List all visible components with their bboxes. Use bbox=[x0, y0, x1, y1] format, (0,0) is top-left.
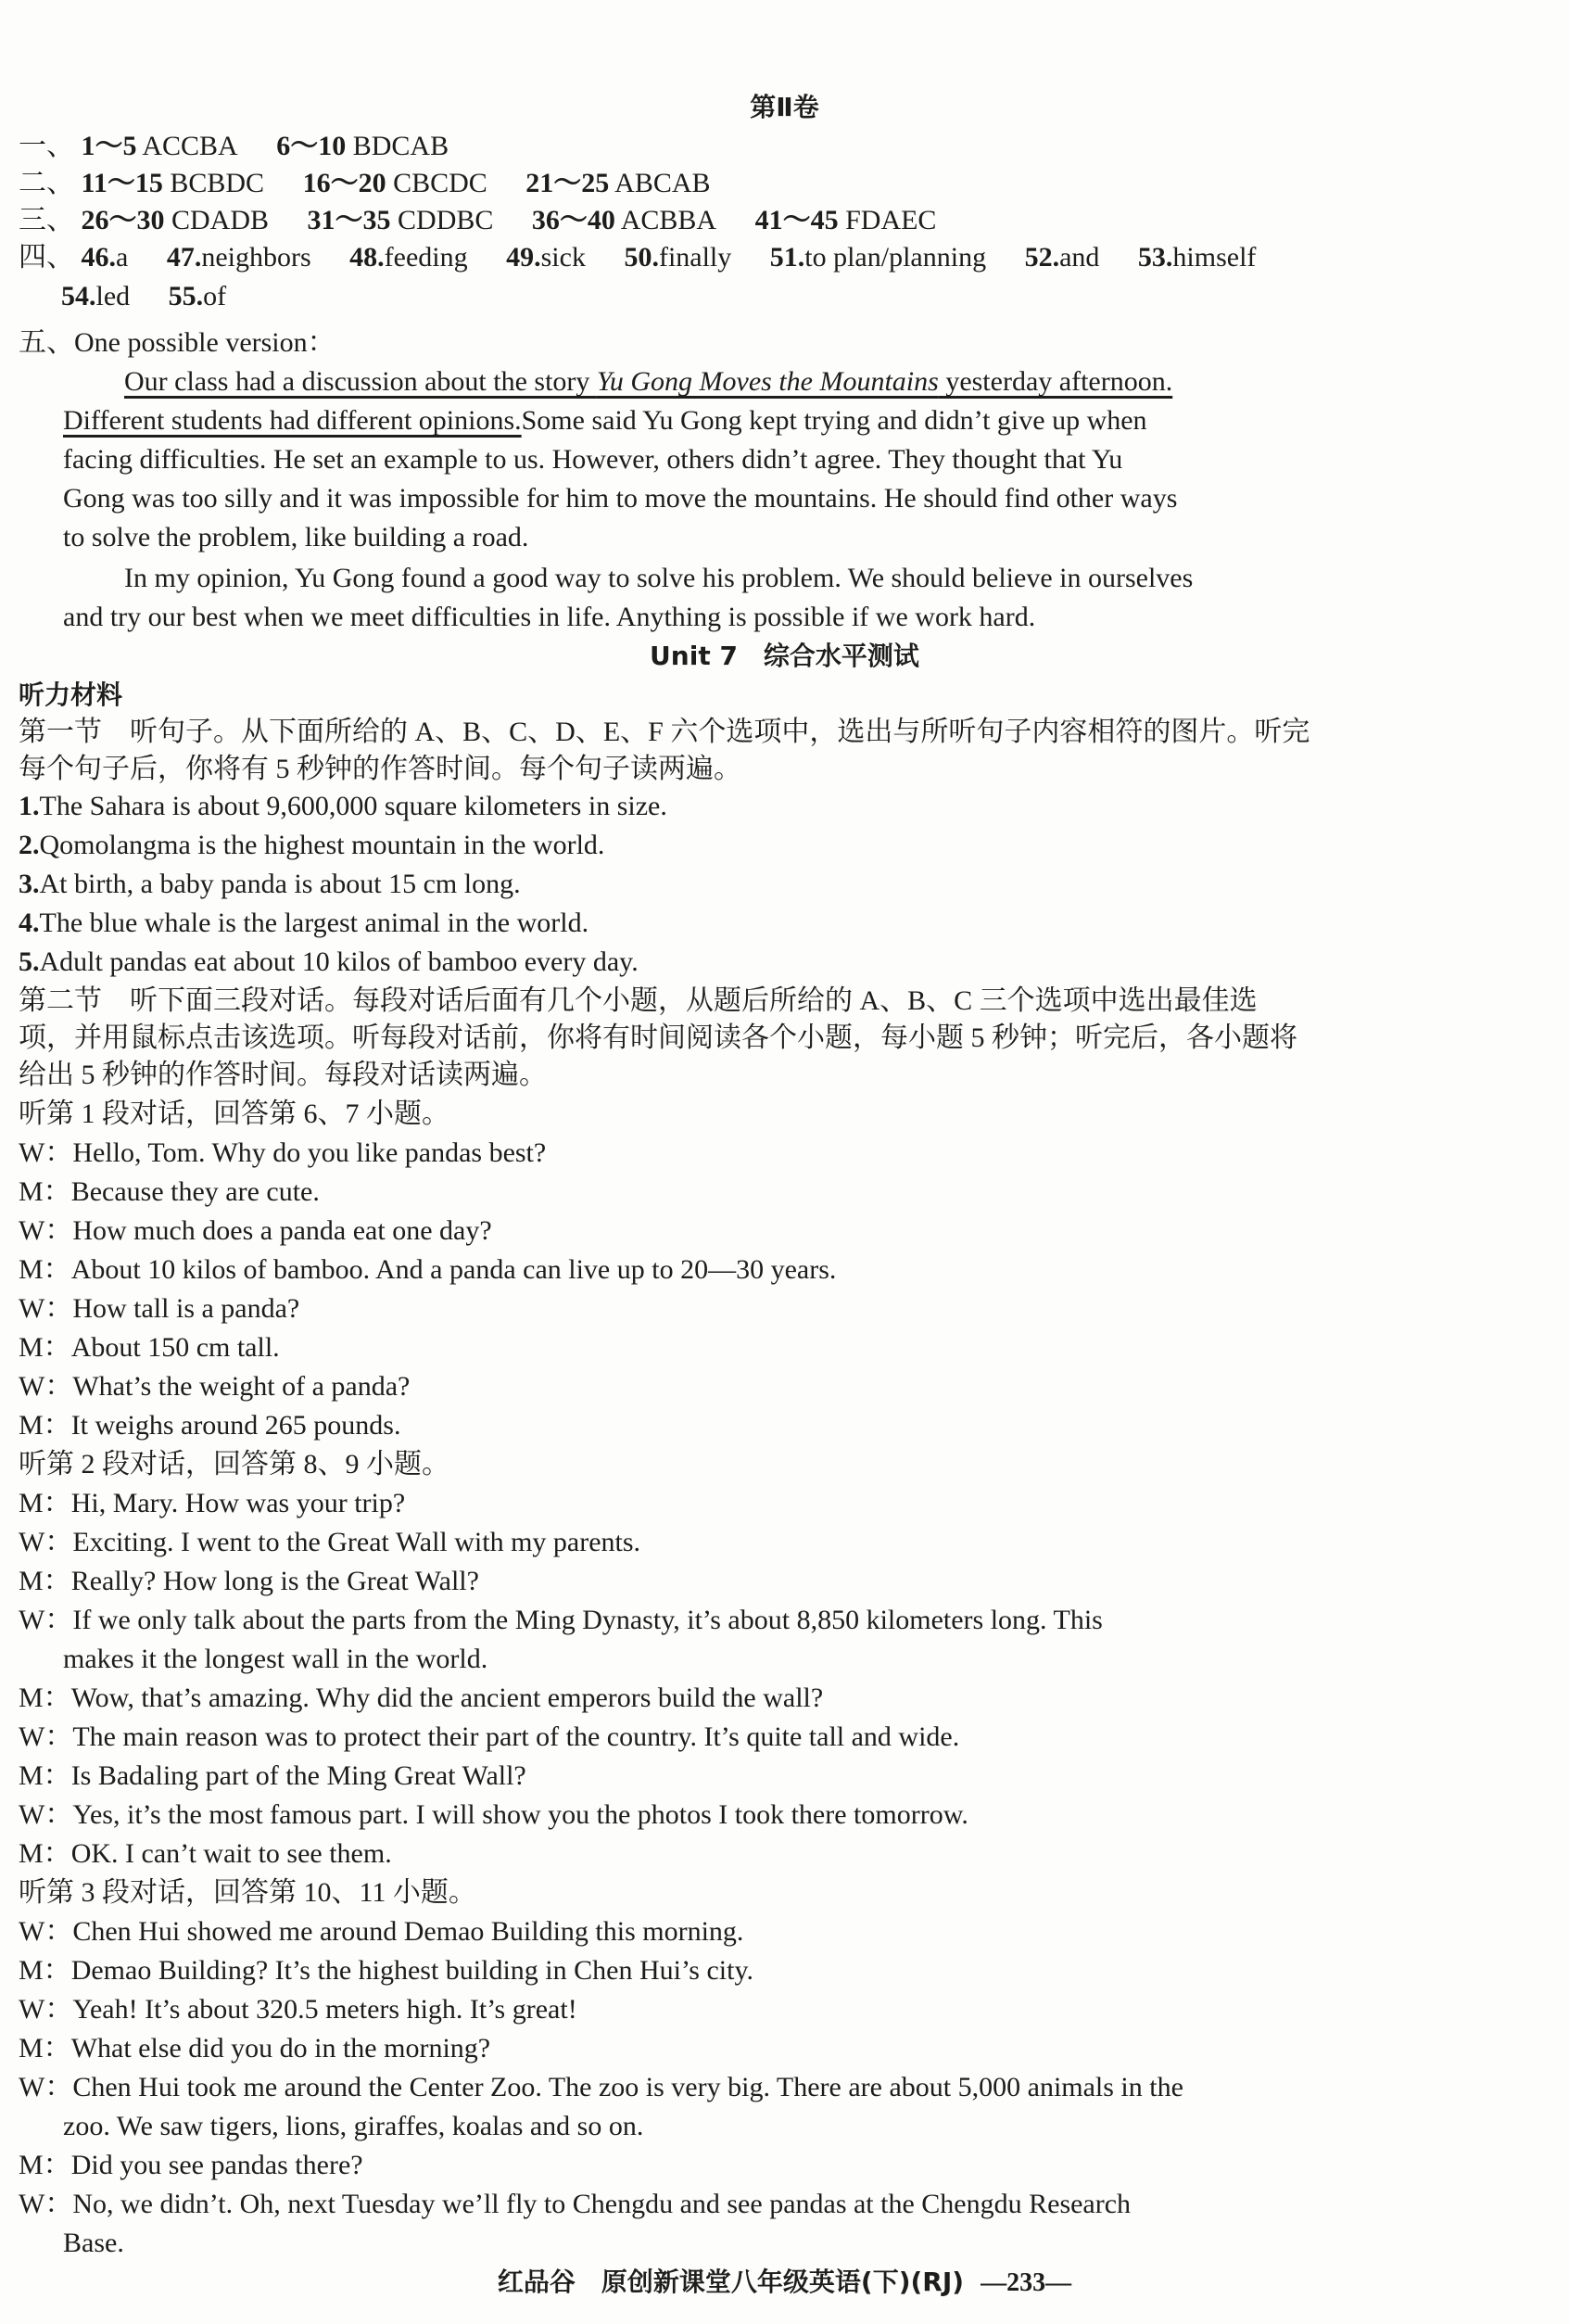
answer-row-5 bbox=[61, 278, 1451, 315]
answer-row-1 bbox=[19, 128, 1409, 165]
answer-group: 54.led bbox=[61, 281, 131, 311]
dialogue-line: W：The main reason was to protect their part of the country. It’s quite tall and wide. bbox=[19, 1721, 960, 1752]
dialogue-line: W：Hello, Tom. Why do you like pandas best? bbox=[19, 1137, 547, 1168]
writing-line: to solve the problem, like building a road. bbox=[63, 522, 529, 552]
answer-row-3: 三、 26～30 CDADB 31～35 CDDBC 36～40 ACBBA 41～45 FDAEC bbox=[19, 202, 1409, 239]
section-instruction: 项，并用鼠标点击该选项。听每段对话前，你将有时间阅读各个小题，每小题 5 秒钟；听完后，各小题将 bbox=[19, 1022, 1297, 1053]
sentence-item: 4.The blue whale is the largest animal in the world. bbox=[19, 908, 589, 938]
dialogue-line: Base. bbox=[63, 2228, 124, 2258]
dialogue-line: M：OK. I can’t wait to see them. bbox=[19, 1838, 392, 1869]
writing-line: Our class had a discussion about the story Yu Gong Moves the Mountains yesterday afternoon. bbox=[124, 366, 1173, 397]
section-instruction: 第二节 听下面三段对话。每段对话后面有几个小题，从题后所给的 A、B、C 三个选项中选出最佳选 bbox=[19, 985, 1258, 1016]
dialogue-line: W：Exciting. I went to the Great Wall with my parents. bbox=[19, 1527, 641, 1557]
section-instruction: 每个句子后，你将有 5 秒钟的作答时间。每个句子读两遍。 bbox=[19, 754, 741, 784]
sentence-item: 5.Adult pandas eat about 10 kilos of bamboo every day. bbox=[19, 946, 639, 977]
answer-group: 6～10 BDCAB bbox=[276, 131, 449, 161]
dialogue-heading: 听第 3 段对话，回答第 10、11 小题。 bbox=[19, 1877, 476, 1908]
dialogue-line: M：Wow, that’s amazing. Why did the ancient emperors build the wall? bbox=[19, 1683, 824, 1713]
dialogue-line: W：Yes, it’s the most famous part. I will show you the photos I took there tomorrow. bbox=[19, 1799, 968, 1830]
dialogue-line: W：How much does a panda eat one day? bbox=[19, 1215, 492, 1246]
writing-line: Different students had different opinions.Some said Yu Gong kept trying and didn’t give up when bbox=[63, 405, 1147, 436]
answer-group: 48.feeding bbox=[349, 242, 468, 273]
answer-group: 11～15 BCBDC bbox=[81, 168, 265, 198]
answer-row-2: 二、 11～15 BCBDC 16～20 CBCDC 21～25 ABCAB bbox=[19, 165, 1409, 202]
page-footer bbox=[0, 2262, 1569, 2299]
dialogue-line: W：Chen Hui took me around the Center Zoo. The zoo is very big. There are about 5,000 animals in the bbox=[19, 2072, 1183, 2102]
answer-group: 16～20 CBCDC bbox=[302, 168, 487, 198]
footer-book-title: 红品谷 原创新课堂八年级英语(下)(RJ) bbox=[497, 2267, 965, 2297]
unit-title: Unit 7 综合水平测试 bbox=[650, 641, 919, 671]
listening-heading: 听力材料 bbox=[19, 679, 123, 710]
dialogue-line: M：About 150 cm tall. bbox=[19, 1332, 280, 1363]
writing-line: facing difficulties. He set an example to us. However, others didn’t agree. They thought that Yu bbox=[63, 444, 1123, 475]
answer-group: 31～35 CDDBC bbox=[307, 205, 494, 235]
dialogue-line: M：Is Badaling part of the Ming Great Wall? bbox=[19, 1760, 526, 1791]
answer-group: 1～5 ACCBA bbox=[81, 131, 238, 161]
writing-line: In my opinion, Yu Gong found a good way to solve his problem. We should believe in ourselves bbox=[124, 563, 1194, 593]
dialogue-line: M：Demao Building? It’s the highest building in Chen Hui’s city. bbox=[19, 1955, 754, 1986]
dialogue-line: zoo. We saw tigers, lions, giraffes, koalas and so on. bbox=[63, 2111, 644, 2141]
dialogue-line: W：Chen Hui showed me around Demao Building this morning. bbox=[19, 1916, 744, 1947]
dialogue-line: M：About 10 kilos of bamboo. And a panda can live up to 20—30 years. bbox=[19, 1254, 837, 1285]
writing-line: and try our best when we meet difficulties in life. Anything is possible if we work hard. bbox=[63, 602, 1036, 632]
dialogue-line: W：No, we didn’t. Oh, next Tuesday we’ll fly to Chengdu and see pandas at the Chengdu Research bbox=[19, 2189, 1132, 2219]
dialogue-line: W：How tall is a panda? bbox=[19, 1293, 300, 1324]
dialogue-line: M：What else did you do in the morning? bbox=[19, 2033, 491, 2064]
section-instruction: 给出 5 秒钟的作答时间。每段对话读两遍。 bbox=[19, 1060, 547, 1090]
dialogue-line: M：Did you see pandas there? bbox=[19, 2150, 363, 2180]
dialogue-line: M：Because they are cute. bbox=[19, 1176, 320, 1207]
writing-line: Gong was too silly and it was impossible for him to move the mountains. He should find other ways bbox=[63, 483, 1178, 514]
section-title: 第Ⅱ卷 bbox=[750, 92, 819, 122]
sentence-item: 2.Qomolangma is the highest mountain in the world. bbox=[19, 830, 605, 860]
answer-group: 21～25 ABCAB bbox=[525, 168, 711, 198]
dialogue-line: W：If we only talk about the parts from the Ming Dynasty, it’s about 8,850 kilometers long. This bbox=[19, 1605, 1103, 1635]
answer-group: 47.neighbors bbox=[166, 242, 311, 273]
dialogue-line: M：Hi, Mary. How was your trip? bbox=[19, 1488, 406, 1518]
dialogue-line: W：Yeah! It’s about 320.5 meters high. It’s great! bbox=[19, 1994, 577, 2025]
answer-group: 53.himself bbox=[1137, 242, 1257, 273]
answer-group: 51.to plan/planning bbox=[769, 242, 987, 273]
answer-group: 52.and bbox=[1024, 242, 1100, 273]
answer-group: 26～30 CDADB bbox=[81, 205, 270, 235]
answer-group: 41～45 FDAEC bbox=[754, 205, 937, 235]
sentence-item: 3.At birth, a baby panda is about 15 cm long. bbox=[19, 869, 521, 899]
dialogue-heading: 听第 2 段对话，回答第 8、9 小题。 bbox=[19, 1449, 449, 1479]
answer-group: 36～40 ACBBA bbox=[531, 205, 717, 235]
dialogue-line: makes it the longest wall in the world. bbox=[63, 1644, 488, 1674]
sentence-item: 1.The Sahara is about 9,600,000 square kilometers in size. bbox=[19, 791, 667, 821]
answer-row-4: 四、 46.a 47.neighbors 48.feeding 49.sick 50.finally 51.to plan/planning 52.and 53.himself bbox=[19, 239, 1409, 276]
answer-group: 46.a bbox=[81, 242, 129, 273]
answer-group: 49.sick bbox=[506, 242, 586, 273]
page-number: —233— bbox=[981, 2268, 1072, 2297]
dialogue-line: M：It weighs around 265 pounds. bbox=[19, 1410, 401, 1441]
answer-group: 50.finally bbox=[624, 242, 732, 273]
answer-group: 55.of bbox=[168, 281, 227, 311]
writing-label: 五、One possible version： bbox=[19, 327, 335, 358]
dialogue-heading: 听第 1 段对话，回答第 6、7 小题。 bbox=[19, 1099, 449, 1129]
answer-row-prefix: 一、 bbox=[19, 131, 74, 161]
dialogue-line: M：Really? How long is the Great Wall? bbox=[19, 1566, 479, 1596]
section-instruction: 第一节 听句子。从下面所给的 A、B、C、D、E、F 六个选项中，选出与所听句子内容相符的图片。听完 bbox=[19, 717, 1310, 747]
dialogue-line: W：What’s the weight of a panda? bbox=[19, 1371, 411, 1402]
